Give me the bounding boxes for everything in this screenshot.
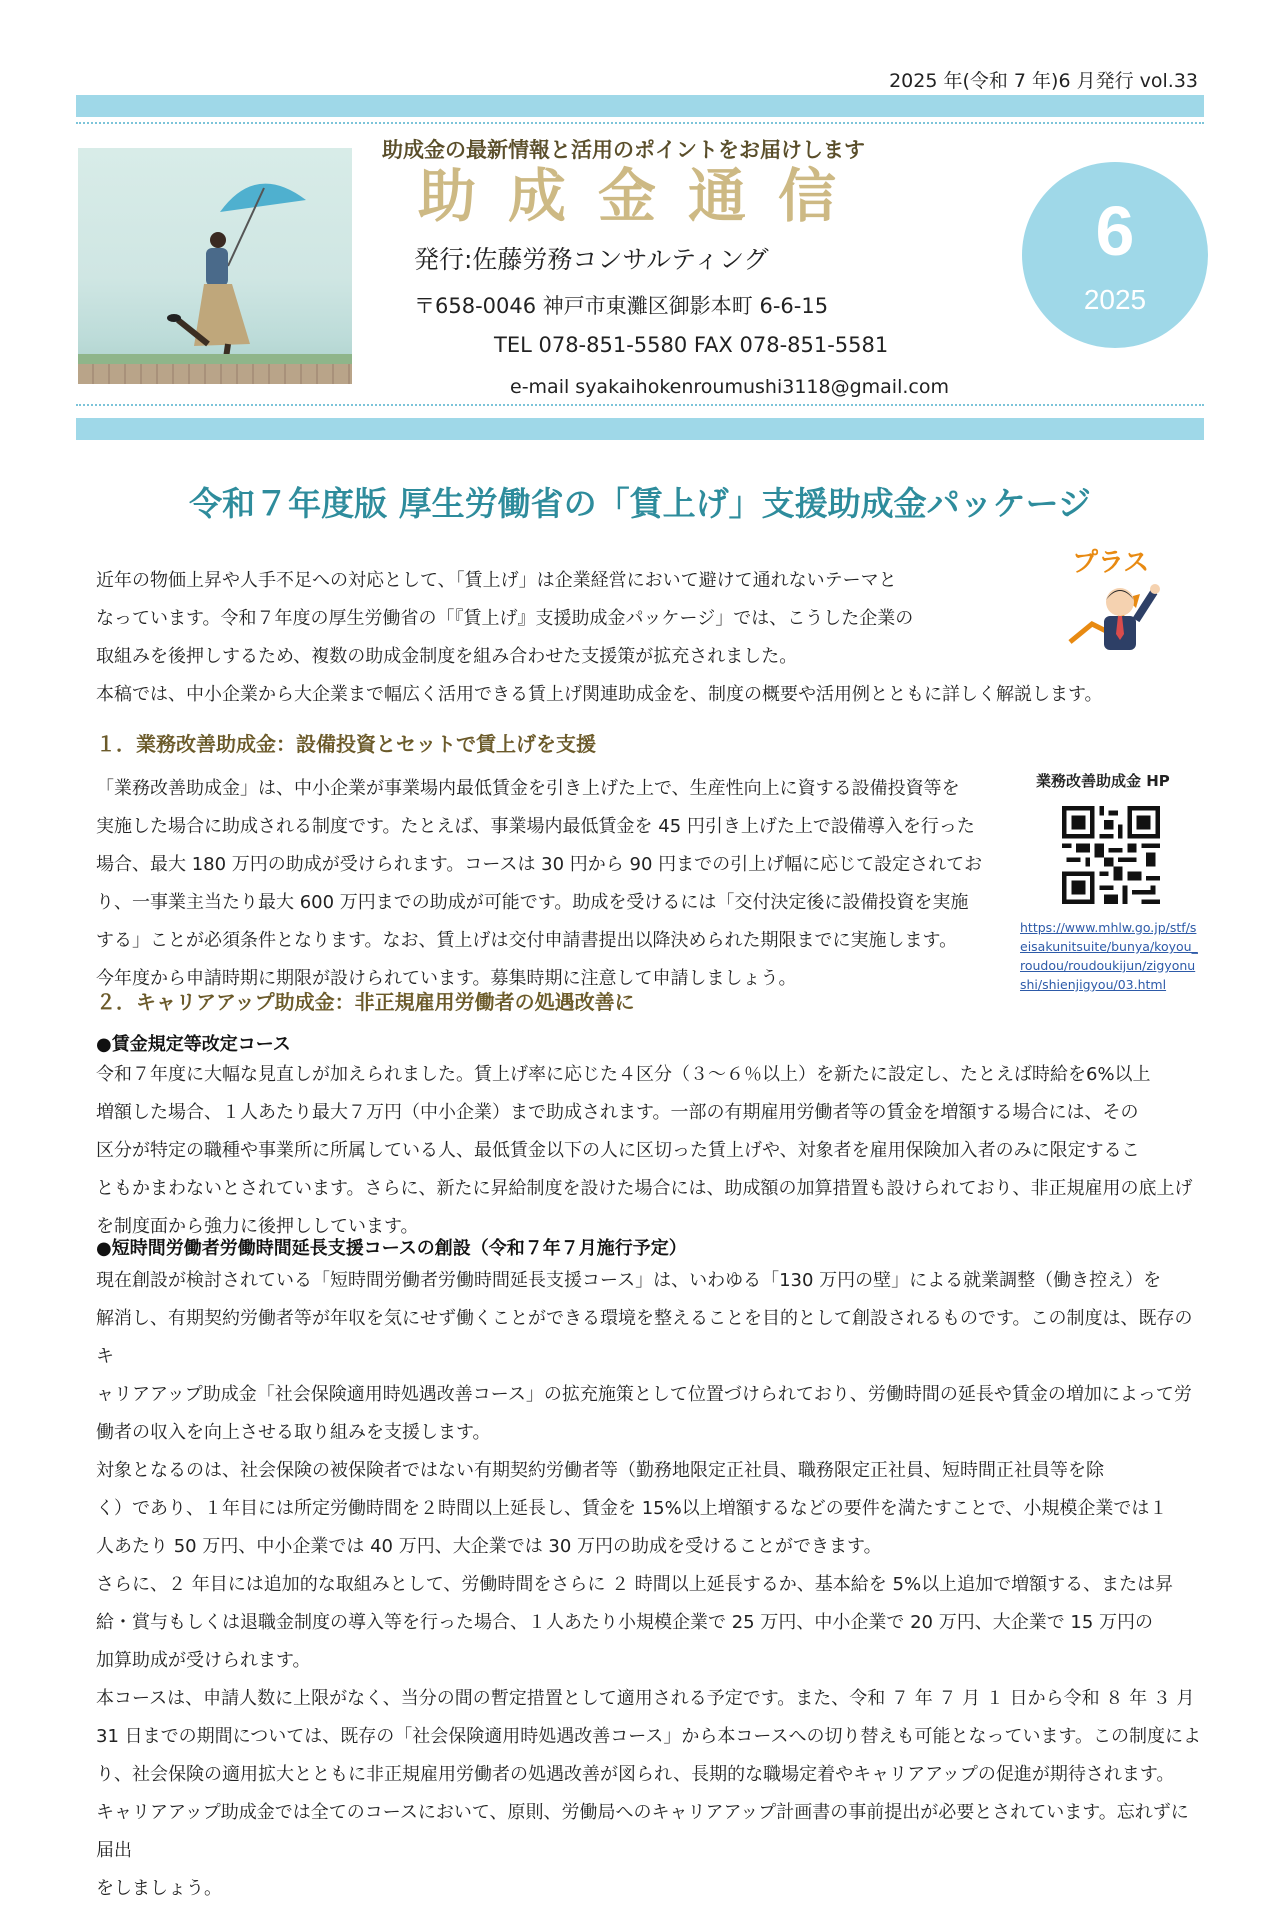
top-band	[76, 95, 1204, 117]
course-b-line: さらに、２ 年目には追加的な取組みとして、労働時間をさらに ２ 時間以上延長するか、基本給を 5%以上追加で増額する、または昇	[96, 1574, 1174, 1595]
section1-line: 実施した場合に助成される制度です。たとえば、事業場内最低賃金を 45 円引き上げた上で設備導入を行った	[96, 816, 975, 837]
intro-line: 取組みを後押しするため、複数の助成金制度を組み合わせた支援策が拡充されました。	[96, 646, 798, 667]
email: e-mail syakaihokenroumushi3118@gmail.com	[510, 376, 949, 398]
course-b-paragraph	[96, 1262, 1206, 1908]
divider-dotted	[76, 404, 1204, 406]
publisher: 発行:佐藤労務コンサルティング	[414, 245, 769, 274]
course-a-line: 令和７年度に大幅な見直しが加えられました。賃上げ率に応じた４区分（３～６％以上）を新たに設定し、たとえば時給を6%以上	[96, 1064, 1151, 1085]
course-b-line: キャリアアップ助成金では全てのコースにおいて、原則、労働局へのキャリアアップ計画書の事前提出が必要とされています。忘れずに届出	[96, 1802, 1189, 1861]
course-b-line: 加算助成が受けられます。	[96, 1650, 311, 1671]
course-b-line: 働者の収入を向上させる取り組みを支援します。	[96, 1422, 491, 1443]
divider-dotted	[76, 122, 1204, 124]
masthead-title: 助成金通信	[418, 162, 869, 230]
intro-line: 本稿では、中小企業から大企業まで幅広く活用できる賃上げ関連助成金を、制度の概要や活用例とともに詳しく解説します。	[96, 684, 1103, 705]
phone-fax: TEL 078-851-5580 FAX 078-851-5581	[494, 333, 889, 357]
course-b-line: をしましょう。	[96, 1878, 222, 1899]
course-a-line: 増額した場合、１人あたり最大７万円（中小企業）まで助成されます。一部の有期雇用労働者等の賃金を増額する場合には、その	[96, 1102, 1139, 1123]
section1-line: り、一事業主当たり最大 600 万円までの助成が可能です。助成を受けるには「交付決定後に設備投資を実施	[96, 892, 969, 913]
intro-line: なっています。令和７年度の厚生労働省の「『賃上げ』支援助成金パッケージ」では、こうした企業の	[96, 608, 914, 629]
course-a-line: ともかまわないとされています。さらに、新たに昇給制度を設けた場合には、助成額の加算措置も設けられており、非正規雇用の底上げ	[96, 1178, 1193, 1199]
section1-line: する」ことが必須条件となります。なお、賃上げは交付申請書提出以降決められた期限までに実施します。	[96, 930, 958, 951]
address: 〒658-0046 神戸市東灘区御影本町 6-6-15	[414, 294, 829, 318]
course-b-line: ャリアアップ助成金「社会保険適用時処遇改善コース」の拡充施策として位置づけられており、労働時間の延長や賃金の増加によって労	[96, 1384, 1192, 1405]
tagline: 助成金の最新情報と活用のポイントをお届けします	[382, 138, 865, 162]
course-b-line: 現在創設が検討されている「短時間労働者労働時間延長支援コース」は、いわゆる「130 万円の壁」による就業調整（働き控え）を	[96, 1270, 1162, 1291]
issue-info: 2025 年(令和 7 年)6 月発行 vol.33	[889, 70, 1198, 92]
month-badge	[1022, 162, 1208, 348]
intro-paragraph	[96, 562, 1176, 714]
section1-line: 今年度から申請時期に期限が設けられています。募集時期に注意して申請しましょう。	[96, 968, 797, 989]
month-number: 6	[1095, 192, 1135, 270]
section2-heading: ２．キャリアアップ助成金：非正規雇用労働者の処遇改善に	[96, 990, 635, 1014]
businessman-icon	[1062, 572, 1172, 654]
plus-label: プラス	[1072, 548, 1150, 578]
qr-code-icon[interactable]	[1062, 806, 1160, 904]
section1-paragraph	[96, 770, 1016, 998]
main-title: 令和７年度版 厚生労働省の「賃上げ」支援助成金パッケージ	[189, 484, 1091, 523]
umbrella-figure-icon	[78, 148, 352, 384]
umbrella-woman-photo	[78, 148, 352, 384]
course-b-line: 31 日までの期間については、既存の「社会保険適用時処遇改善コース」から本コースへの切り替えも可能となっています。この制度によ	[96, 1726, 1202, 1747]
course-a-line: 区分が特定の職種や事業所に所属している人、最低賃金以下の人に区切った賃上げや、対象者を雇用保険加入者のみに限定するこ	[96, 1140, 1140, 1161]
section1-heading: １．業務改善助成金：設備投資とセットで賃上げを支援	[96, 732, 596, 756]
month-year: 2025	[1083, 284, 1147, 315]
course-b-line: 給・賞与もしくは退職金制度の導入等を行った場合、１人あたり小規模企業で 25 万円、中小企業で 20 万円、大企業で 15 万円の	[96, 1612, 1154, 1633]
section1-line: 「業務改善助成金」は、中小企業が事業場内最低賃金を引き上げた上で、生産性向上に資する設備投資等を	[96, 778, 960, 799]
course-b-line: り、社会保険の適用拡大とともに非正規雇用労働者の処遇改善が図られ、長期的な職場定着やキャリアアップの促進が期待されます。	[96, 1764, 1175, 1785]
section1-line: 場合、最大 180 万円の助成が受けられます。コースは 30 円から 90 円までの引上げ幅に応じて設定されてお	[96, 854, 983, 875]
course-b-line: 人あたり 50 万円、中小企業では 40 万円、大企業では 30 万円の助成を受けることができます。	[96, 1536, 882, 1557]
qr-label: 業務改善助成金 HP	[1036, 772, 1170, 790]
course-a-line: を制度面から強力に後押ししています。	[96, 1216, 419, 1237]
qr-url-link[interactable]: https://www.mhlw.go.jp/stf/seisakunitsuite/bunya/koyou_roudou/roudoukijun/zigyonushi/shienjigyou/03.html	[1020, 920, 1198, 992]
plus-illustration	[1062, 542, 1172, 654]
course-b-line: 解消し、有期契約労働者等が年収を気にせず働くことができる環境を整えることを目的として創設されるものです。この制度は、既存のキ	[96, 1308, 1193, 1367]
intro-line: 近年の物価上昇や人手不足への対応として、「賃上げ」は企業経営において避けて通れないテーマと	[96, 570, 897, 591]
course-b-line: く）であり、１年目には所定労働時間を２時間以上延長し、賃金を 15%以上増額するなどの要件を満たすことで、小規模企業では１	[96, 1498, 1168, 1519]
course-b-line: 本コースは、申請人数に上限がなく、当分の間の暫定措置として適用される予定です。また、令和 ７ 年 ７ 月 １ 日から令和 ８ 年 ３ 月	[96, 1688, 1195, 1709]
course-a-paragraph	[96, 1056, 1206, 1246]
course-a-heading: ●賃金規定等改定コース	[96, 1034, 291, 1055]
course-b-heading: ●短時間労働者労働時間延長支援コースの創設（令和７年７月施行予定）	[96, 1238, 687, 1259]
course-b-line: 対象となるのは、社会保険の被保険者ではない有期契約労働者等（勤務地限定正社員、職務限定正社員、短時間正社員等を除	[96, 1460, 1104, 1481]
bottom-band	[76, 418, 1204, 440]
